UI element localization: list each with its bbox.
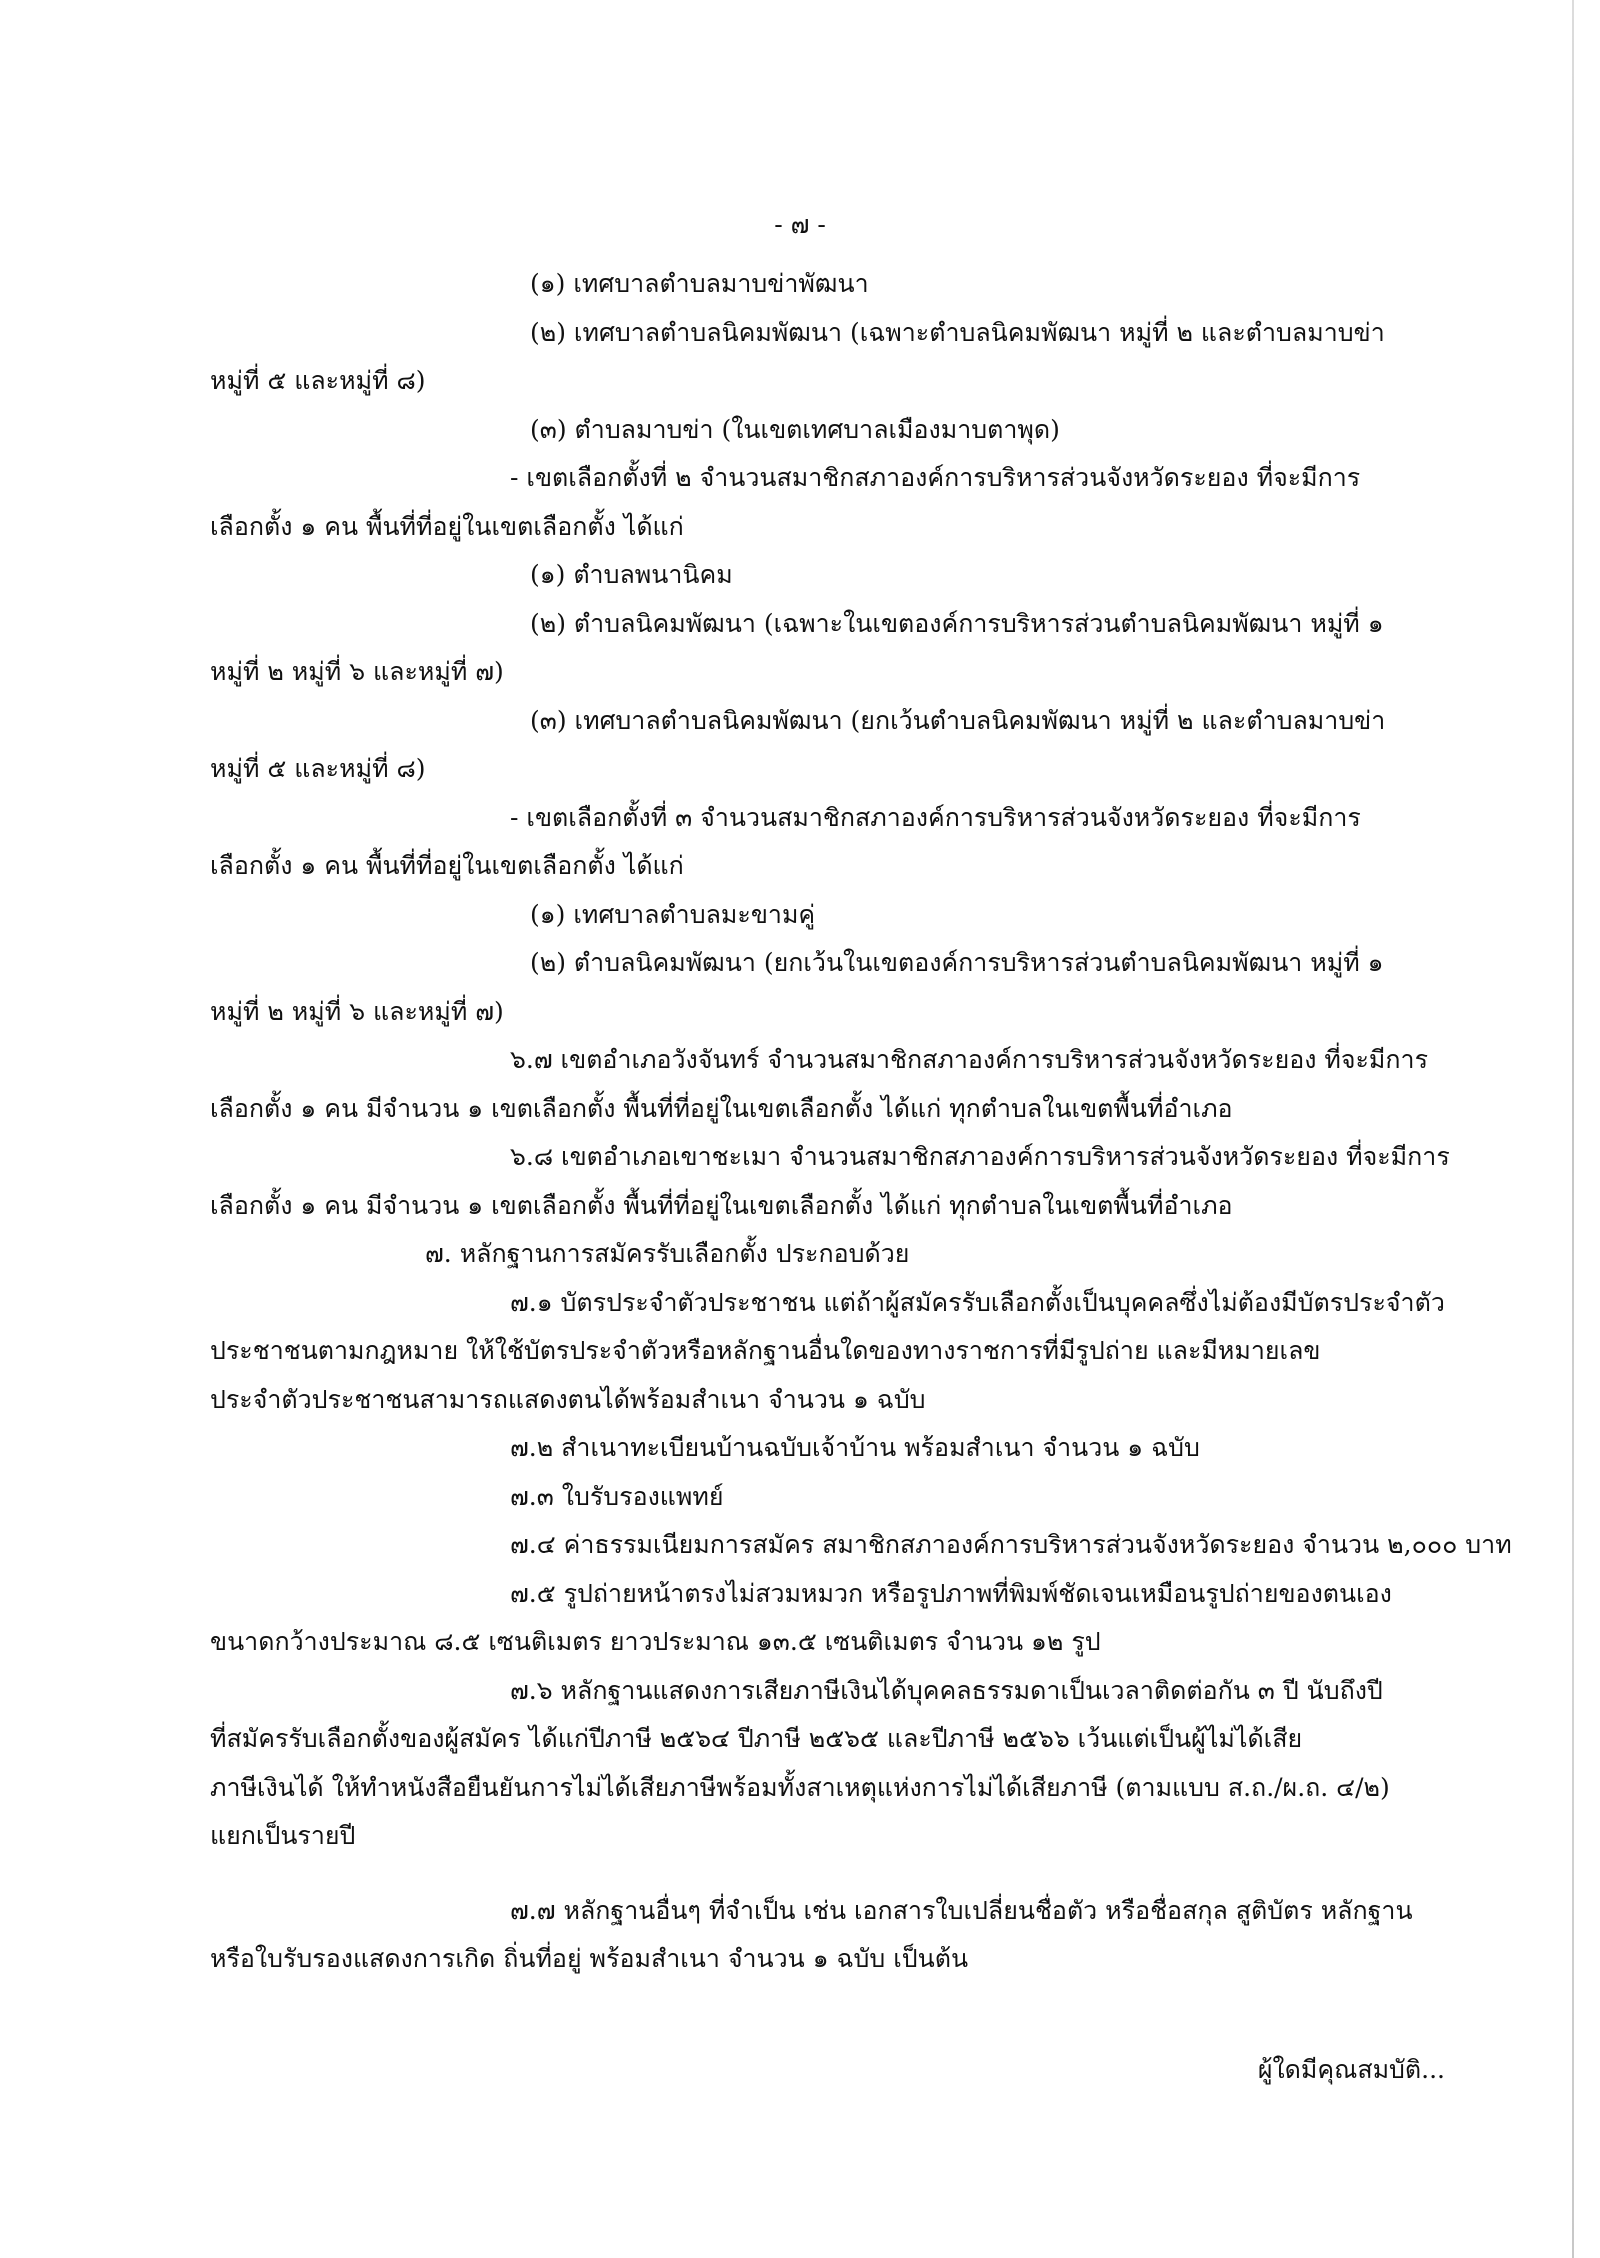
text-line: ๗.๗ หลักฐานอื่นๆ ที่จำเป็น เช่น เอกสารใบเปลี่ยนชื่อตัว หรือชื่อสกุล สูติบัตร หลักฐาน <box>510 1895 1413 1925</box>
text-line: หมู่ที่ ๒ หมู่ที่ ๖ และหมู่ที่ ๗) <box>210 657 504 686</box>
text-line: (๒) เทศบาลตำบลนิคมพัฒนา (เฉพาะตำบลนิคมพัฒนา หมู่ที่ ๒ และตำบลมาบข่า <box>530 317 1385 347</box>
text-line: หรือใบรับรองแสดงการเกิด ถิ่นที่อยู่ พร้อมสำเนา จำนวน ๑ ฉบับ เป็นต้น <box>210 1944 969 1973</box>
text-line: เลือกตั้ง ๑ คน พื้นที่ที่อยู่ในเขตเลือกตั้ง ได้แก่ <box>210 511 684 541</box>
text-line: หมู่ที่ ๕ และหมู่ที่ ๘) <box>210 366 426 395</box>
text-line: ๗.๕ รูปถ่ายหน้าตรงไม่สวมหมวก หรือรูปภาพที่พิมพ์ชัดเจนเหมือนรูปถ่ายของตนเอง <box>510 1578 1392 1608</box>
text-line: (๑) เทศบาลตำบลมาบข่าพัฒนา <box>530 269 869 298</box>
scan-edge-line <box>1572 0 1574 2258</box>
text-line: ประจำตัวประชาชนสามารถแสดงตนได้พร้อมสำเนา จำนวน ๑ ฉบับ <box>210 1384 926 1414</box>
text-line: ๗.๖ หลักฐานแสดงการเสียภาษีเงินได้บุคคลธรรมดาเป็นเวลาติดต่อกัน ๓ ปี นับถึงปี <box>510 1675 1383 1705</box>
text-line: - เขตเลือกตั้งที่ ๓ จำนวนสมาชิกสภาองค์การบริหารส่วนจังหวัดระยอง ที่จะมีการ <box>510 802 1361 832</box>
text-line: ๗.๔ ค่าธรรมเนียมการสมัคร สมาชิกสภาองค์การบริหารส่วนจังหวัดระยอง จำนวน ๒,๐๐๐ บาท <box>510 1530 1512 1559</box>
text-line: (๒) ตำบลนิคมพัฒนา (ยกเว้นในเขตองค์การบริหารส่วนตำบลนิคมพัฒนา หมู่ที่ ๑ <box>530 948 1384 977</box>
section-heading: ๗. หลักฐานการสมัครรับเลือกตั้ง ประกอบด้วย <box>425 1239 910 1268</box>
text-line: ๗.๓ ใบรับรองแพทย์ <box>510 1481 724 1511</box>
continuation-footer: ผู้ใดมีคุณสมบัติ... <box>1257 2055 1445 2084</box>
text-line: ขนาดกว้างประมาณ ๘.๕ เซนติเมตร ยาวประมาณ ๑๓.๕ เซนติเมตร จำนวน ๑๒ รูป <box>210 1627 1101 1656</box>
text-line: (๓) เทศบาลตำบลนิคมพัฒนา (ยกเว้นตำบลนิคมพัฒนา หมู่ที่ ๒ และตำบลมาบข่า <box>530 705 1386 735</box>
text-line: หมู่ที่ ๕ และหมู่ที่ ๘) <box>210 754 426 783</box>
text-line: หมู่ที่ ๒ หมู่ที่ ๖ และหมู่ที่ ๗) <box>210 996 504 1026</box>
text-line: (๑) ตำบลพนานิคม <box>530 560 733 589</box>
text-line: ๖.๗ เขตอำเภอวังจันทร์ จำนวนสมาชิกสภาองค์การบริหารส่วนจังหวัดระยอง ที่จะมีการ <box>510 1045 1429 1074</box>
text-line: (๑) เทศบาลตำบลมะขามคู่ <box>530 899 816 929</box>
paragraph-gap <box>210 1861 1425 1887</box>
text-line: (๓) ตำบลมาบข่า (ในเขตเทศบาลเมืองมาบตาพุด) <box>530 414 1060 444</box>
text-line: - เขตเลือกตั้งที่ ๒ จำนวนสมาชิกสภาองค์การบริหารส่วนจังหวัดระยอง ที่จะมีการ <box>510 463 1361 492</box>
text-line: แยกเป็นรายปี <box>210 1821 356 1850</box>
text-line: ๖.๘ เขตอำเภอเขาชะเมา จำนวนสมาชิกสภาองค์การบริหารส่วนจังหวัดระยอง ที่จะมีการ <box>510 1142 1450 1171</box>
document-body <box>210 260 1512 1984</box>
text-line: ประชาชนตามกฎหมาย ให้ใช้บัตรประจำตัวหรือหลักฐานอื่นใดของทางราชการที่มีรูปถ่าย และมีหมายเลข <box>210 1336 1321 1365</box>
text-line: เลือกตั้ง ๑ คน พื้นที่ที่อยู่ในเขตเลือกตั้ง ได้แก่ <box>210 851 684 880</box>
text-line: (๒) ตำบลนิคมพัฒนา (เฉพาะในเขตองค์การบริหารส่วนตำบลนิคมพัฒนา หมู่ที่ ๑ <box>530 608 1384 638</box>
text-line: ๗.๑ บัตรประจำตัวประชาชน แต่ถ้าผู้สมัครรับเลือกตั้งเป็นบุคคลซึ่งไม่ต้องมีบัตรประจำตัว <box>510 1287 1445 1317</box>
text-line: เลือกตั้ง ๑ คน มีจำนวน ๑ เขตเลือกตั้ง พื้นที่ที่อยู่ในเขตเลือกตั้ง ได้แก่ ทุกตำบลในเขตพื้นที่อำเภอ <box>210 1190 1233 1220</box>
text-line: ที่สมัครรับเลือกตั้งของผู้สมัคร ได้แก่ปีภาษี ๒๕๖๔ ปีภาษี ๒๕๖๕ และปีภาษี ๒๕๖๖ เว้นแต่เป็นผู้ไม่ได้เสีย <box>210 1724 1303 1753</box>
text-line: เลือกตั้ง ๑ คน มีจำนวน ๑ เขตเลือกตั้ง พื้นที่ที่อยู่ในเขตเลือกตั้ง ได้แก่ ทุกตำบลในเขตพื้นที่อำเภอ <box>210 1093 1233 1123</box>
page-number: - ๗ - <box>774 210 826 239</box>
text-line: ๗.๒ สำเนาทะเบียนบ้านฉบับเจ้าบ้าน พร้อมสำเนา จำนวน ๑ ฉบับ <box>510 1433 1200 1462</box>
text-line: ภาษีเงินได้ ให้ทำหนังสือยืนยันการไม่ได้เสียภาษีพร้อมทั้งสาเหตุแห่งการไม่ได้เสียภาษี (ตามแบบ ส.ถ./ผ.ถ. ๔/๒) <box>210 1772 1390 1802</box>
